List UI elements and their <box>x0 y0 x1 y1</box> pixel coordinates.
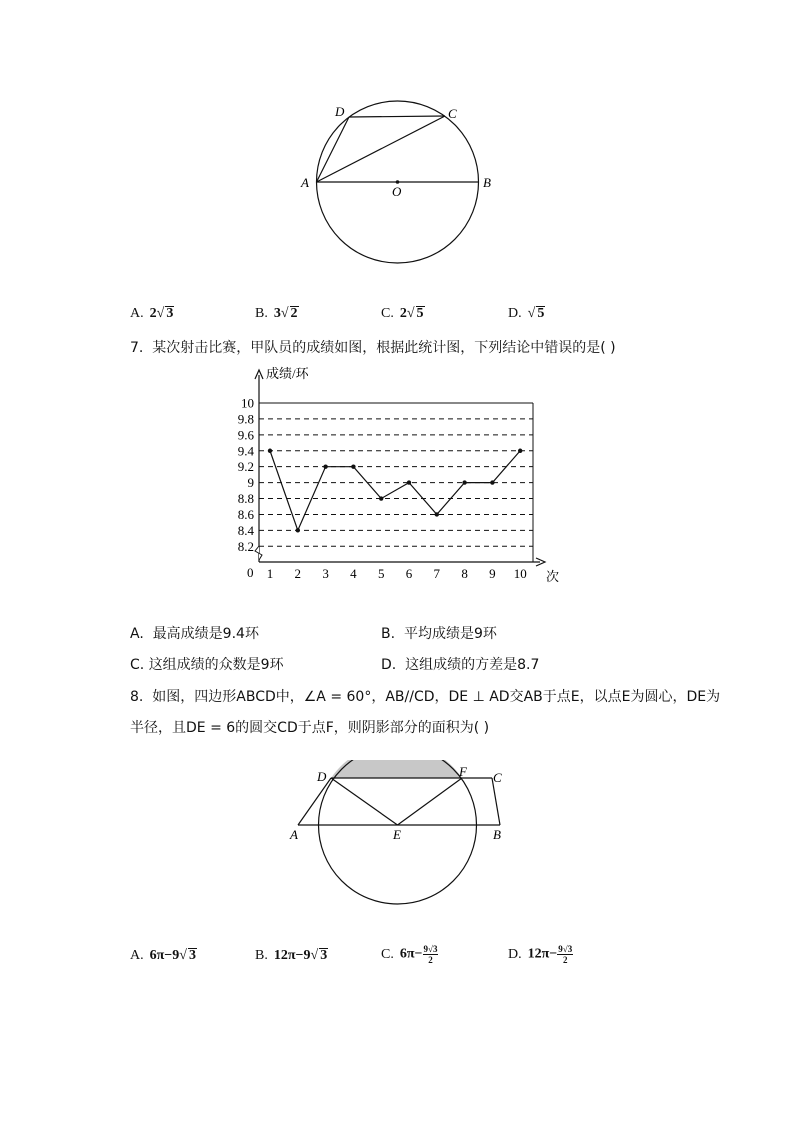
label-e: E <box>393 827 401 842</box>
data-point <box>435 512 439 516</box>
data-point <box>518 449 522 453</box>
q7-option-c[interactable]: C. 这组成绩的众数是9环 <box>130 657 284 673</box>
segment-de <box>331 778 398 825</box>
data-point <box>407 480 411 484</box>
q6-option-d[interactable]: D. √ 5 <box>508 306 545 321</box>
label-o: O <box>392 184 402 199</box>
data-point <box>490 480 494 484</box>
q7-number: 7. <box>130 340 144 356</box>
y-tick-label: 9.8 <box>237 411 254 427</box>
q7-option-d[interactable]: D. 这组成绩的方差是8.7 <box>381 657 540 673</box>
y-tick-label: 8.2 <box>237 538 254 554</box>
chart-origin-label: 0 <box>247 565 254 580</box>
segment-ad <box>298 778 331 825</box>
segment-bc <box>492 778 500 825</box>
chart-xlabel: 次 <box>546 569 560 584</box>
data-point <box>379 496 383 500</box>
chord-ac <box>317 116 446 182</box>
label-f: F <box>459 764 467 779</box>
q7-option-b[interactable]: B. 平均成绩是9环 <box>381 626 497 642</box>
series-line <box>270 451 520 531</box>
q8-option-d[interactable]: D. 12π− $\frac{9√3}{2}$ <box>508 944 573 965</box>
y-tick-label: 8.6 <box>237 506 254 522</box>
label-a: A <box>290 827 298 842</box>
figure-circle-abcd <box>290 95 510 270</box>
segment-fe <box>398 778 463 825</box>
label-c: C <box>493 770 502 785</box>
y-tick-label: 8.8 <box>237 491 254 507</box>
q7-text: 某次射击比赛，甲队员的成绩如图，根据此统计图，下列结论中错误的是( ) <box>152 340 616 356</box>
y-tick-label: 10 <box>241 395 254 411</box>
q8-option-a[interactable]: A. 6π−9√ 3 <box>130 948 196 963</box>
chart-ylabel: 成绩/环 <box>266 366 309 381</box>
q6-option-c[interactable]: C. 2√ 5 <box>381 306 424 321</box>
q8-stem-line2: 半径，且DE = 6的圆交CD于点F，则阴影部分的面积为( ) <box>130 720 490 736</box>
x-tick-label: 3 <box>322 566 329 581</box>
data-point <box>351 464 355 468</box>
x-tick-label: 5 <box>377 566 385 581</box>
label-d: D <box>335 104 345 119</box>
q8-option-b[interactable]: B. 12π−9√ 3 <box>255 948 328 963</box>
label-d: D <box>317 769 327 784</box>
q6-option-b[interactable]: B. 3√ 2 <box>255 306 298 321</box>
shaded-segment <box>331 760 462 778</box>
x-tick-label: 7 <box>433 566 441 581</box>
data-point <box>462 480 466 484</box>
q8-option-c[interactable]: C. 6π− $\frac{9√3}{2}$ <box>381 944 438 965</box>
label-c: C <box>448 106 457 121</box>
y-tick-label: 9.2 <box>237 459 254 475</box>
chord-dc <box>349 116 445 117</box>
x-tick-label: 1 <box>266 566 274 581</box>
q6-option-a[interactable]: A. 2√ 3 <box>130 306 174 321</box>
label-b: B <box>483 175 491 190</box>
data-point <box>268 449 272 453</box>
x-tick-label: 4 <box>350 566 357 581</box>
y-tick-label: 9.6 <box>237 427 254 443</box>
q8-stem-line1: 8. 如图，四边形ABCD中，∠A = 60°，AB//CD，DE ⊥ AD交AB于点E，以点E为圆心，DE为 <box>130 689 721 705</box>
q7-stem <box>130 337 616 357</box>
label-a: A <box>301 175 309 190</box>
q7-option-a[interactable]: A. 最高成绩是9.4环 <box>130 626 259 642</box>
y-tick-label: 8.4 <box>237 522 254 538</box>
score-line-chart <box>225 360 570 585</box>
data-point <box>296 528 300 532</box>
y-tick-label: 9.4 <box>237 443 254 459</box>
x-tick-label: 8 <box>461 566 468 581</box>
x-tick-label: 10 <box>513 566 527 581</box>
x-tick-label: 2 <box>294 566 302 581</box>
q8-number: 8. <box>130 689 144 705</box>
data-point <box>323 464 327 468</box>
x-tick-label: 9 <box>489 566 496 581</box>
chord-ad <box>317 117 350 182</box>
figure-quadrilateral-circle <box>285 760 510 910</box>
label-b: B <box>493 827 501 842</box>
x-tick-label: 6 <box>405 566 413 581</box>
y-tick-label: 9 <box>247 475 254 491</box>
